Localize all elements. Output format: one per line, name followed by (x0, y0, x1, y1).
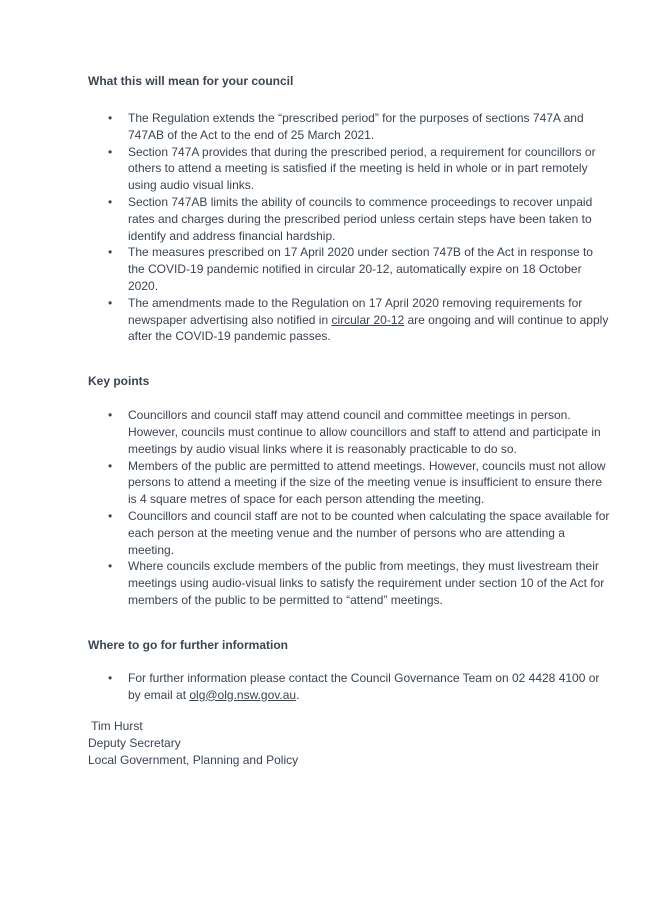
list-item (88, 194, 593, 244)
list-item-line: The measures prescribed on 17 April 2020 under section 747B of the Act in response to (128, 245, 593, 260)
list-item-line: The Regulation extends the “prescribed period” for the purposes of sections 747A and (128, 111, 584, 125)
list-item-line: rates and charges during the prescribed period unless certain steps have been taken to (128, 211, 592, 226)
list-item (88, 670, 600, 704)
list-item (88, 244, 593, 294)
list-item-line: after the COVID-19 pandemic passes. (128, 329, 331, 344)
bullet-icon: • (108, 144, 113, 159)
signature-block (88, 718, 577, 769)
list-item-line: For further information please contact the Council Governance Team on 02 4428 4100 or (128, 670, 600, 685)
bullet-icon: • (108, 245, 113, 260)
bullet-icon: • (108, 194, 113, 209)
bullet-icon: • (108, 508, 113, 523)
list-item-line: the COVID-19 pandemic notified in circular 20-12, automatically expire on 18 October (128, 262, 582, 277)
list-item (88, 407, 601, 457)
list-item-line: meetings using audio-visual links to satisfy the requirement under section 10 of the Act for (128, 576, 605, 591)
list-item-line: 2020. (128, 278, 159, 293)
section-further-information (88, 637, 600, 704)
list-item-line: Where councils exclude members of the public from meetings, they must livestream their (128, 559, 599, 574)
section-what-this-means (88, 73, 609, 345)
list-item-line: However, councils must continue to allow councillors and staff to attend and participate in (128, 424, 601, 439)
bullet-list (88, 110, 609, 345)
email-link[interactable]: olg@olg.nsw.gov.au (189, 687, 297, 702)
list-item-line: each person at the meeting venue and the number of persons who are attending a (128, 525, 565, 540)
list-item-text: are ongoing and will continue to apply (404, 312, 609, 327)
list-item (88, 458, 606, 508)
circular-link[interactable]: circular 20-12 (331, 312, 405, 327)
list-item-line: meetings by audio visual links where it is reasonably practicable to do so. (128, 441, 517, 456)
list-item-line (128, 687, 577, 704)
list-item (88, 144, 596, 194)
list-item-line: 747AB of the Act to the end of 25 March 2021. (128, 127, 375, 142)
section-heading: Where to go for further information (88, 637, 288, 652)
section-heading: Key points (88, 374, 150, 389)
list-item-text: . (296, 687, 300, 702)
bullet-icon: • (108, 111, 113, 125)
list-item-line: persons to attend a meeting if the size of the meeting venue is insufficient to ensure there (128, 475, 603, 490)
bullet-list (88, 407, 610, 609)
list-item-line: identify and address financial hardship. (128, 228, 336, 243)
list-item (88, 110, 584, 144)
list-item (88, 558, 605, 608)
bullet-icon: • (108, 295, 113, 310)
bullet-icon: • (108, 408, 113, 423)
list-item-line: others to attend a meeting is satisfied if the meeting is held in whole or in part remotely (128, 161, 588, 176)
bullet-icon: • (108, 670, 113, 685)
signatory-title: Deputy Secretary (88, 736, 181, 751)
signatory-name: Tim Hurst (88, 719, 143, 734)
section-heading: What this will mean for your council (88, 74, 294, 88)
list-item-line: Section 747AB limits the ability of councils to commence proceedings to recover unpaid (128, 194, 593, 209)
list-item-line: Councillors and council staff may attend council and committee meetings in person. (128, 408, 571, 423)
list-item-line: The amendments made to the Regulation on 17 April 2020 removing requirements for (128, 295, 583, 310)
list-item-line: Members of the public are permitted to attend meetings. However, councils must not allow (128, 458, 606, 473)
list-item-line: members of the public to be permitted to “attend” meetings. (128, 592, 443, 607)
list-item-line: Councillors and council staff are not to be counted when calculating the space available for (128, 508, 610, 523)
list-item-line: using audio visual links. (128, 178, 255, 193)
signatory-division: Local Government, Planning and Policy (88, 753, 299, 768)
bullet-icon: • (108, 559, 113, 574)
list-item (88, 508, 610, 558)
bullet-icon: • (108, 458, 113, 473)
list-item-line: Section 747A provides that during the prescribed period, a requirement for councillors or (128, 144, 596, 159)
list-item-line: is 4 square metres of space for each person attending the meeting. (128, 492, 485, 507)
bullet-list (88, 670, 600, 704)
list-item-line (128, 312, 609, 329)
section-key-points (88, 373, 610, 609)
list-item-line: meeting. (128, 542, 175, 557)
list-item-text: newspaper advertising also notified in (128, 312, 332, 327)
list-item (88, 295, 609, 345)
document-content (88, 70, 610, 769)
list-item-text: by email at (128, 687, 190, 702)
